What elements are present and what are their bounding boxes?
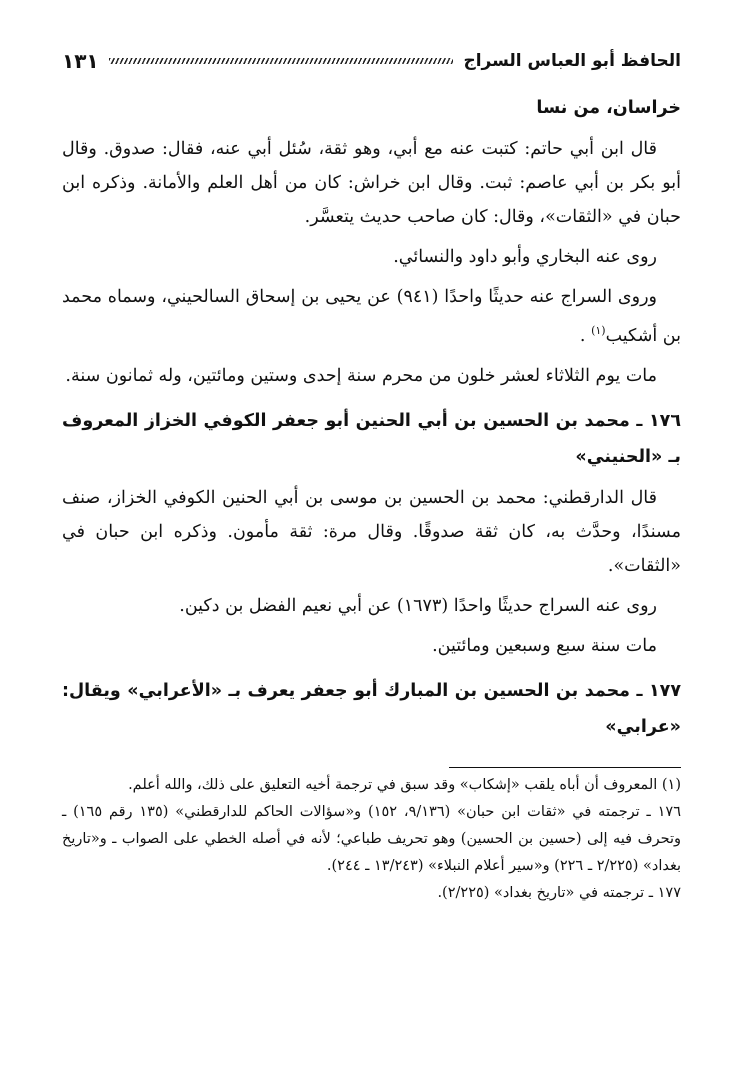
header-divider xyxy=(109,58,454,64)
footnote-1: (١) المعروف أن أباه يلقب «إشكاب» وقد سبق في ترجمة أخيه التعليق على ذلك، والله أعلم. xyxy=(128,776,681,793)
entry-heading-176: ١٧٦ ـ محمد بن الحسين بن أبي الحنين أبو جعفر الكوفي الخزاز المعروف بـ «الحنيني» xyxy=(62,410,681,467)
footnotes xyxy=(62,772,681,907)
paragraph xyxy=(62,280,681,353)
entry-heading-177: ١٧٧ ـ محمد بن الحسين بن المبارك أبو جعفر يعرف بـ «الأعرابي» ويقال: «عرابي» xyxy=(62,680,681,737)
paragraph: قال الدارقطني: محمد بن الحسين بن موسى بن أبي الحنين الكوفي الخزاز، صنف مسندًا، وحدَّث به، كان ثقة صدوقًا. وقال مرة: ثقة مأمون. وذكره ابن حبان في «الثقات». xyxy=(62,487,681,576)
footnote-ref[interactable]: (١) xyxy=(591,324,606,337)
book-page xyxy=(62,44,681,1071)
previous-entry-tail: خراسان، من نسا xyxy=(536,98,681,118)
paragraph: مات سنة سبع وسبعين ومائتين. xyxy=(432,635,657,656)
footnote-176: ١٧٦ ـ ترجمته في «ثقات ابن حبان» (٩/١٣٦، ١٥٢) و«سؤالات الحاكم للدارقطني» (١٣٥ رقم ١٦٥) ـ وتحرف فيه إلى (حسين بن الحسين) وهو تحريف طباعي؛ لأنه في أصله الخطي على الصواب ـ و«تاريخ بغداد» (٢/٢٢٥ ـ ٢٢٦) و«سير أعلام النبلاء» (١٣/٢٤٣ ـ ٢٤٤). xyxy=(62,803,681,874)
paragraph: روى عنه السراج حديثًا واحدًا (١٦٧٣) عن أبي نعيم الفضل بن دكين. xyxy=(179,595,657,616)
paragraph-text: وروى السراج عنه حديثًا واحدًا (٩٤١) عن يحيى بن إسحاق السالحيني، وسماه محمد بن أشكيب xyxy=(62,287,681,346)
footnote-177: ١٧٧ ـ ترجمته في «تاريخ بغداد» (٢/٢٢٥). xyxy=(437,884,681,901)
footnote-divider xyxy=(449,767,681,768)
running-title: الحافظ أبو العباس السراج xyxy=(463,51,681,71)
main-text xyxy=(62,90,681,745)
paragraph: مات يوم الثلاثاء لعشر خلون من محرم سنة إحدى وستين ومائتين، وله ثمانون سنة. xyxy=(65,365,657,386)
page-number: ١٣١ xyxy=(62,49,99,73)
paragraph: روى عنه البخاري وأبو داود والنسائي. xyxy=(393,247,657,267)
running-header xyxy=(62,44,681,78)
paragraph: قال ابن أبي حاتم: كتبت عنه مع أبي، وهو ثقة، سُئل أبي عنه، فقال: صدوق. وقال أبو بكر بن أبي عاصم: ثبت. وقال ابن خراش: كان من أهل العلم والأمانة. وذكره ابن حبان في «الثقات»، وقال: كان صاحب حديث يتعسَّر. xyxy=(62,139,681,227)
paragraph-end: . xyxy=(579,325,592,346)
